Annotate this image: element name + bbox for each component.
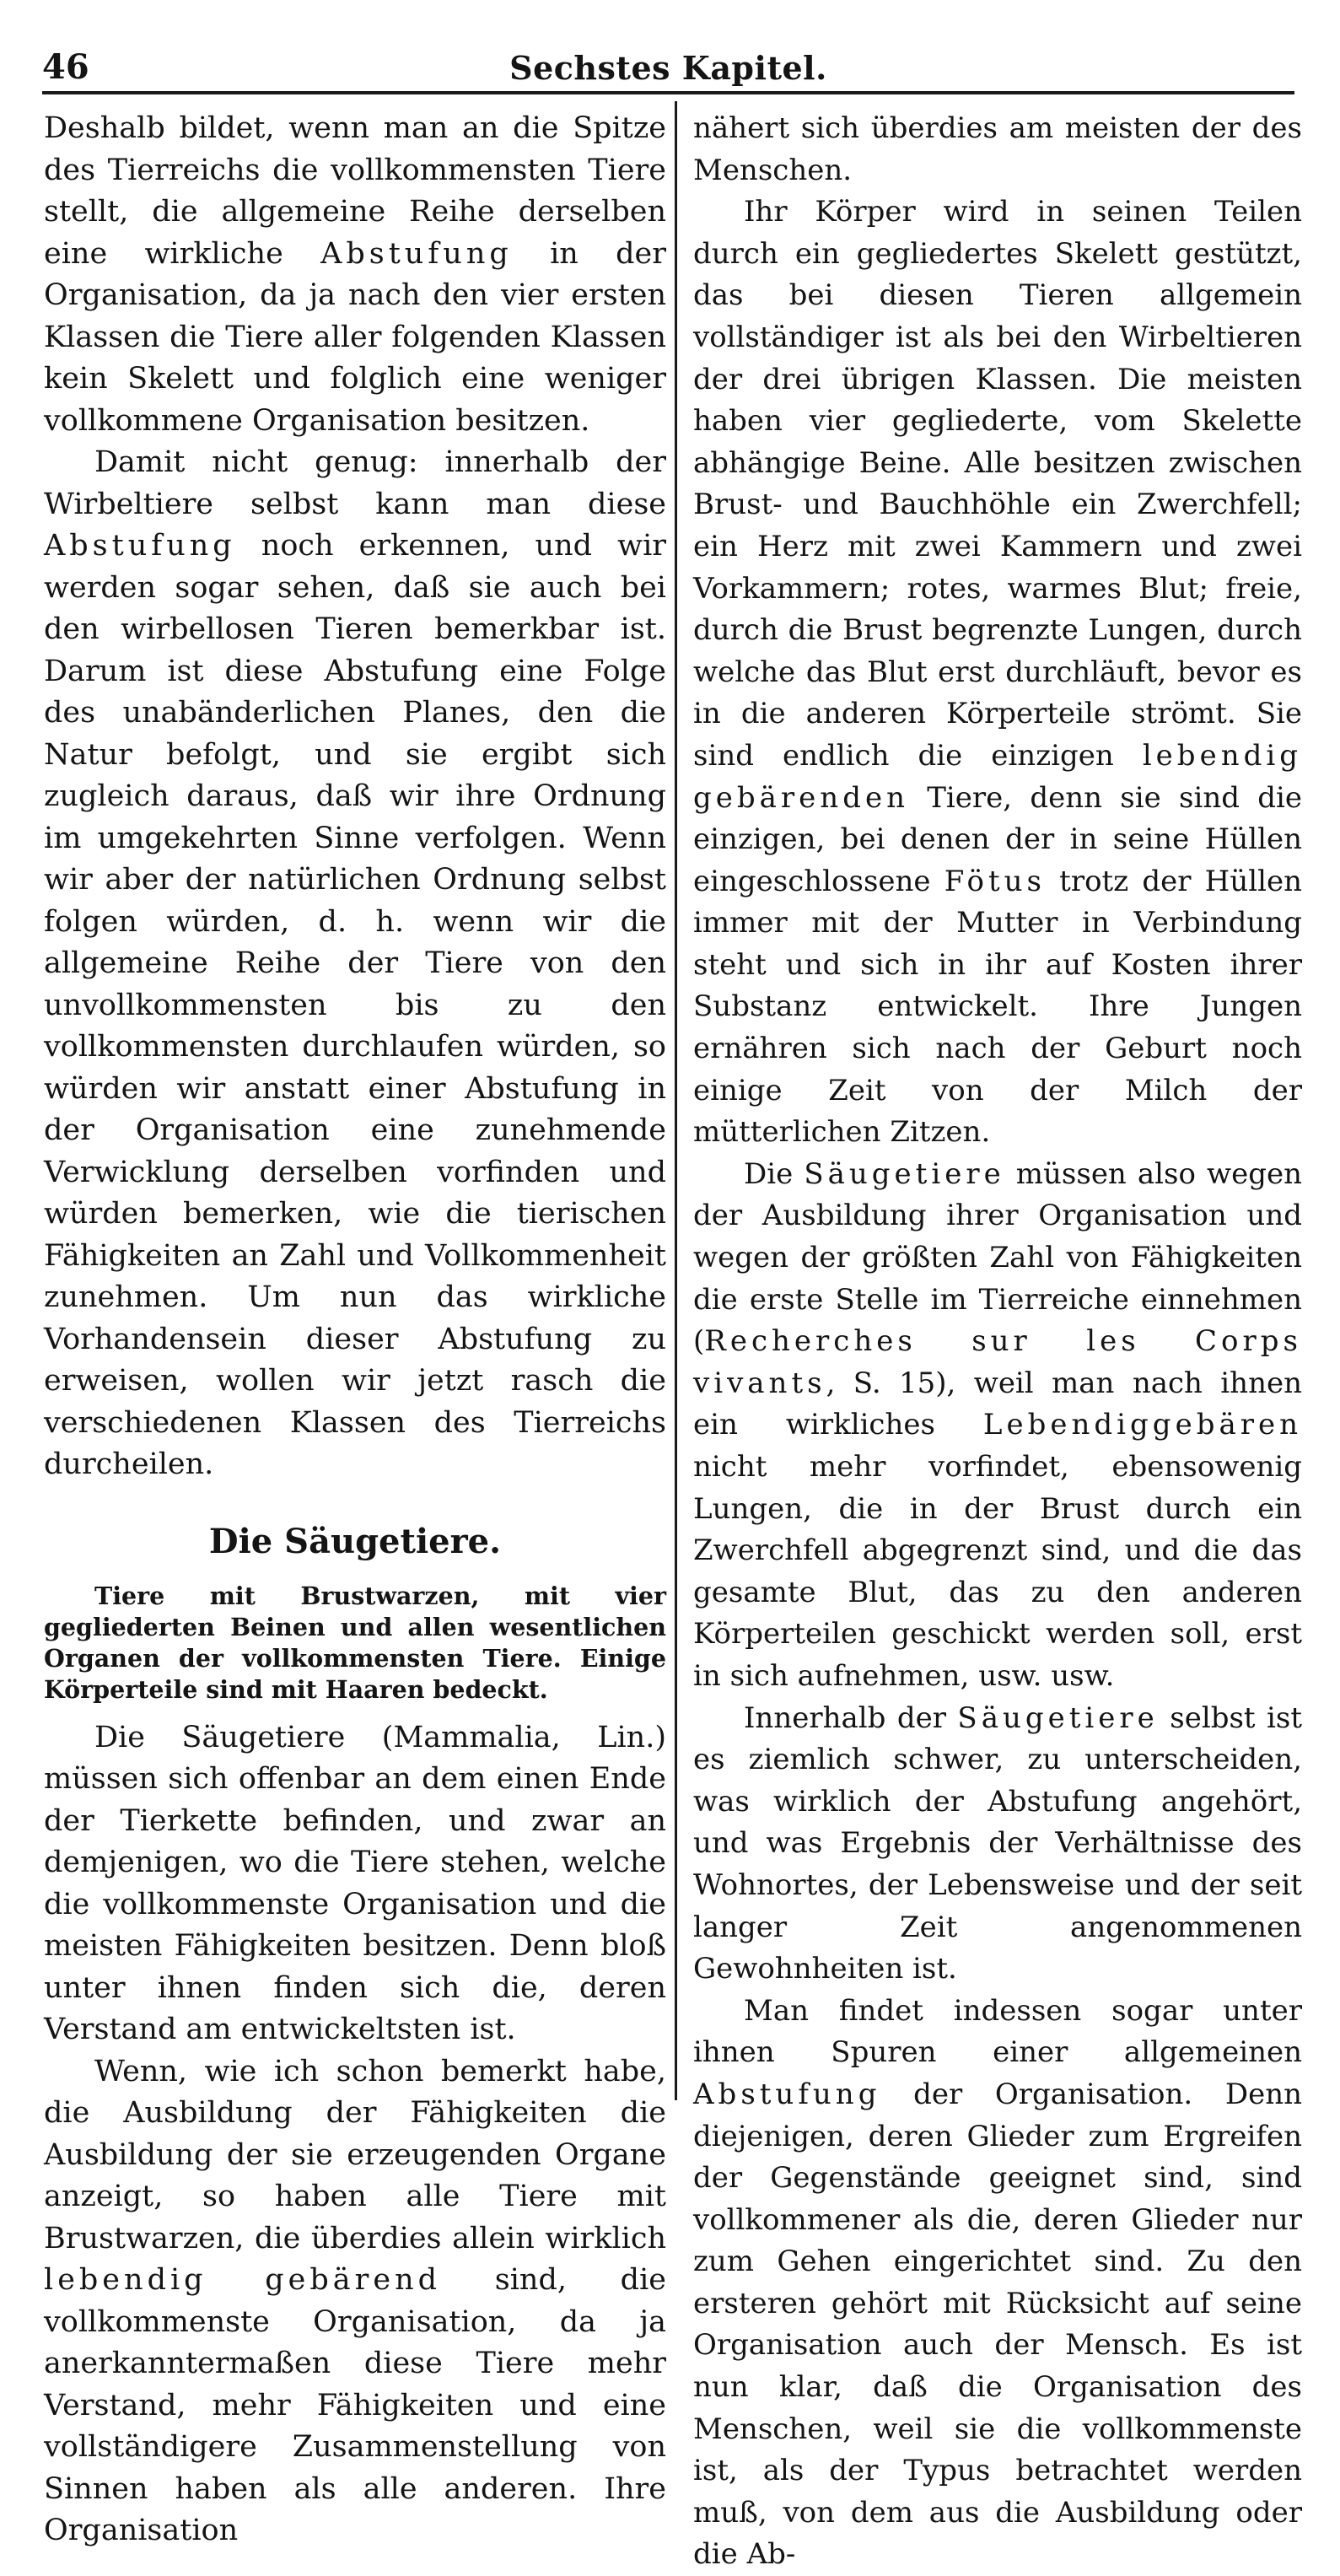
- paragraph: [693, 1991, 1302, 2576]
- paragraph-text: Tiere, denn sie sind die einzigen, bei denen der in seine Hüllen eingeschlossene: [693, 780, 1303, 898]
- paragraph: [693, 1154, 1302, 1698]
- spaced-emphasis: Lebendiggebären: [982, 1408, 1302, 1442]
- paragraph: nähert sich überdies am meisten der des Menschen.: [693, 111, 1302, 187]
- paragraph-text: sind, die vollkommenste Organisation, da ja anerkanntermaßen diese Tiere mehr Verstand, mehr Fähigkeiten und eine vollständigere Zusammenstellung von Sinnen haben als alle anderen. Ihre Organisation: [44, 2263, 666, 2547]
- paragraph-text: Ihr Körper wird in seinen Teilen durch ein gegliedertes Skelett gestützt, das bei diesen Tieren allgemein vollständiger ist als bei den Wirbeltieren der drei übrigen Klassen. Die meisten haben vier gegliederte, vom Skelette abhängige Beine. Alle besitzen zwischen Brust- und Bauchhöhle ein Zwerchfell; ein Herz mit zwei Kammern und zwei Vorkammern; rotes, warmes Blut; freie, durch die Brust begrenzte Lungen, durch welche das Blut erst durchläuft, bevor es in die anderen Körperteile strömt. Sie sind endlich die einzigen: [693, 195, 1302, 773]
- paragraph-text: Innerhalb der: [744, 1700, 946, 1735]
- paragraph: [44, 2051, 666, 2552]
- page-number: 46: [42, 47, 89, 87]
- paragraph: [693, 191, 1302, 1154]
- spaced-emphasis: Abstufung: [693, 2077, 881, 2111]
- spaced-emphasis: lebendig gebärend: [44, 2263, 442, 2297]
- paragraph-text: Die: [744, 1156, 794, 1191]
- paragraph-text: müssen also wegen der Ausbildung ihrer Organisation und wegen der größten Zahl von Fähigkeiten die erste Stelle im Tierreiche einnehmen (: [693, 1156, 1303, 1359]
- paragraph-text: Deshalb bildet, wenn man an die Spitze des Tierreichs die vollkommensten Tiere stellt, die allgemeine Reihe derselben eine wirkliche: [44, 111, 666, 271]
- spaced-emphasis: lebendig gebärenden: [693, 738, 1302, 815]
- column-divider: [675, 101, 677, 2100]
- spaced-emphasis: Abstufung: [320, 236, 513, 271]
- right-column: [693, 108, 1303, 2572]
- paragraph: [693, 1698, 1302, 1991]
- spaced-emphasis: Säugetiere: [957, 1700, 1159, 1735]
- paragraph-text: in der Organisation, da ja nach den vier ersten Klassen die Tiere aller folgenden Klassen kein Skelett und folglich eine weniger vollkommene Organisation besitzen.: [44, 236, 666, 438]
- paragraph-text: , S. 15), weil man nach ihnen ein wirkliches: [693, 1366, 1302, 1442]
- paragraph-text: Wenn, wie ich schon bemerkt habe, die Ausbildung der Fähigkeiten die Ausbildung der sie erzeugenden Organe anzeigt, so haben alle Tiere mit Brustwarzen, die überdies allein wirklich: [44, 2054, 666, 2255]
- paragraph-text: selbst ist es ziemlich schwer, zu unterscheiden, was wirklich der Abstufung angehört, und was Ergebnis der Verhältnisse des Wohnortes, der Lebensweise und der seit langer Zeit angenommenen Gewohnheiten ist.: [693, 1700, 1302, 1986]
- paragraph-text: trotz der Hüllen immer mit der Mutter in Verbindung steht und sich in ihr auf Kosten ihrer Substanz entwickelt. Ihre Jungen ernähren sich nach der Geburt noch einige Zeit von der Milch der mütterlichen Zitzen.: [693, 864, 1302, 1150]
- spaced-emphasis: Abstufung: [44, 529, 236, 563]
- paragraph: Die Säugetiere (Mammalia, Lin.) müssen sich offenbar an dem einen Ende der Tierkette befinden, und zwar an demjenigen, wo die Tiere stehen, welche die vollkommenste Organisation und die meisten Fähigkeiten besitzen. Denn bloß unter ihnen finden sich die, deren Verstand am entwickeltsten ist.: [44, 1720, 666, 2046]
- paragraph: [44, 108, 666, 442]
- paragraph-text: der Organisation. Denn diejenigen, deren Glieder zum Ergreifen der Gegenstände geeignet sind, sind vollkommener als die, deren Glieder nur zum Gehen eingerichtet sind. Zu den ersteren gehört mit Rücksicht auf seine Organisation auch der Mensch. Es ist nun klar, daß die Organisation des Menschen, weil sie die vollkommenste ist, als der Typus betrachtet werden muß, von dem aus die Ausbildung oder die Ab-: [693, 2077, 1303, 2572]
- running-head: Sechstes Kapitel.: [509, 49, 827, 87]
- spaced-emphasis: Fötus: [944, 864, 1046, 898]
- section-heading: Die Säugetiere.: [208, 1521, 502, 1561]
- paragraph: [44, 442, 666, 1486]
- paragraph-text: nicht mehr vorfindet, ebensowenig Lungen, die in der Brust durch ein Zwerchfell abgegrenzt sind, und die das gesamte Blut, das zu den anderen Körperteilen geschickt werden soll, erst in sich aufnehmen, usw. usw.: [693, 1450, 1302, 1693]
- spaced-emphasis: Säugetiere: [804, 1156, 1005, 1191]
- spaced-emphasis: Recherches sur les Corps vivants: [693, 1324, 1302, 1400]
- paragraph-text: Damit nicht genug: innerhalb der Wirbeltiere selbst kann man diese: [44, 445, 666, 521]
- paragraph-text: noch erkennen, und wir werden sogar sehen, daß sie auch bei den wirbellosen Tieren bemerkbar ist. Darum ist diese Abstufung eine Folge des unabänderlichen Planes, den die Natur befolgt, und sie ergibt sich zugleich daraus, daß wir ihre Ordnung im umgekehrten Sinne verfolgen. Wenn wir aber der natürlichen Ordnung selbst folgen würden, d. h. wenn wir die allgemeine Reihe der Tiere von den unvollkommensten bis zu den vollkommensten durchlaufen würden, so würden wir anstatt einer Abstufung in der Organisation eine zunehmende Verwicklung derselben vorfinden und würden bemerken, wie die tierischen Fähigkeiten an Zahl und Vollkommenheit zunehmen. Um nun das wirkliche Vorhandensein dieser Abstufung zu erweisen, wollen wir jetzt rasch die verschiedenen Klassen des Tierreichs durcheilen.: [44, 529, 666, 1481]
- page-header: [42, 24, 1294, 94]
- section-summary: Tiere mit Brustwarzen, mit vier gegliederten Beinen und allen wesentlichen Organen der vollkommensten Tiere. Einige Körperteile sind mit Haaren bedeckt.: [44, 1581, 666, 1704]
- paragraph-text: Man findet indessen sogar unter ihnen Spuren einer allgemeinen: [693, 1993, 1302, 2070]
- left-column: [44, 108, 666, 2547]
